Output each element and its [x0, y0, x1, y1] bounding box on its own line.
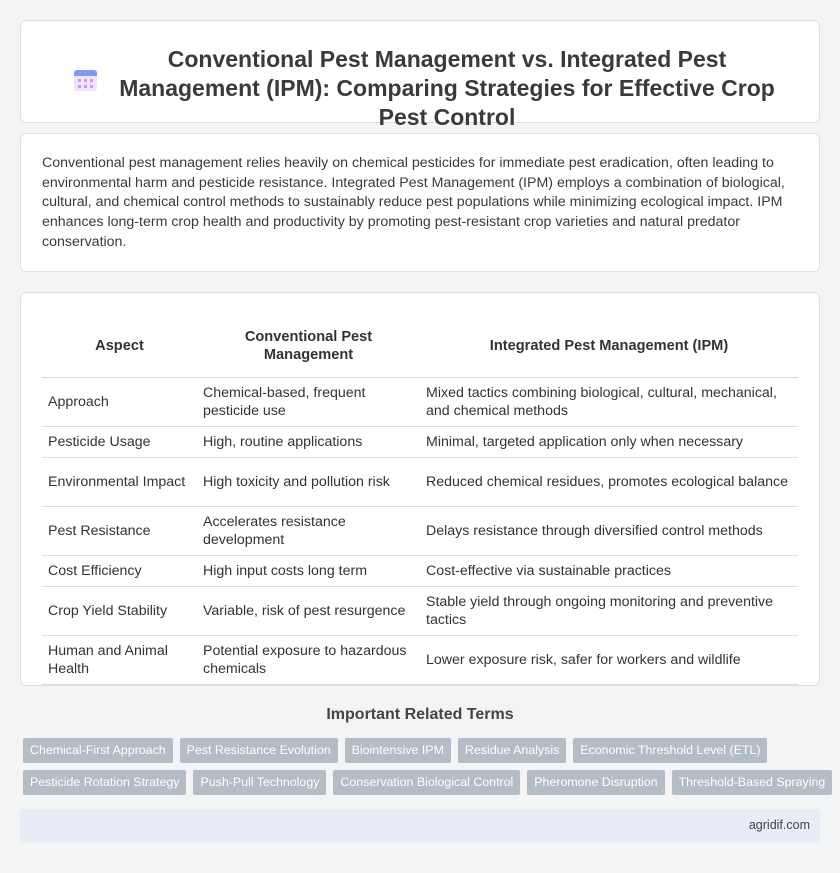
footer-bar [20, 809, 820, 842]
cell-ipm: Delays resistance through diversified control methods [420, 506, 798, 555]
cell-aspect: Environmental Impact [42, 457, 197, 506]
cell-aspect: Approach [42, 377, 197, 426]
related-term-tag[interactable]: Threshold-Based Spraying [672, 770, 833, 795]
related-term-tag[interactable]: Pheromone Disruption [527, 770, 664, 795]
cell-conventional: Variable, risk of pest resurgence [197, 586, 420, 635]
cell-conventional: Potential exposure to hazardous chemicals [197, 635, 420, 684]
comparison-table [42, 315, 798, 685]
calendar-icon [73, 68, 98, 92]
header-aspect: Aspect [42, 315, 197, 377]
cell-aspect: Cost Efficiency [42, 555, 197, 586]
cell-conventional: High, routine applications [197, 426, 420, 457]
table-header-row [42, 315, 798, 377]
related-term-tag[interactable]: Pest Resistance Evolution [180, 738, 338, 763]
intro-card [20, 133, 820, 272]
table-row [42, 457, 798, 506]
related-term-tag[interactable]: Residue Analysis [458, 738, 566, 763]
header-ipm: Integrated Pest Management (IPM) [420, 315, 798, 377]
table-row [42, 377, 798, 426]
table-row [42, 555, 798, 586]
comparison-card [20, 292, 820, 686]
related-term-tag[interactable]: Biointensive IPM [345, 738, 451, 763]
table-row [42, 586, 798, 635]
related-term-tag[interactable]: Pesticide Rotation Strategy [23, 770, 186, 795]
table-row [42, 426, 798, 457]
header-conventional: Conventional Pest Management [197, 315, 420, 377]
related-terms-row-1 [23, 738, 767, 763]
cell-ipm: Lower exposure risk, safer for workers and wildlife [420, 635, 798, 684]
cell-ipm: Mixed tactics combining biological, cultural, mechanical, and chemical methods [420, 377, 798, 426]
related-terms-row-2 [23, 770, 832, 795]
cell-ipm: Minimal, targeted application only when necessary [420, 426, 798, 457]
related-terms-heading: Important Related Terms [326, 706, 514, 723]
related-term-tag[interactable]: Economic Threshold Level (ETL) [573, 738, 767, 763]
cell-aspect: Crop Yield Stability [42, 586, 197, 635]
cell-conventional: High toxicity and pollution risk [197, 457, 420, 506]
cell-aspect: Pesticide Usage [42, 426, 197, 457]
cell-conventional: Chemical-based, frequent pesticide use [197, 377, 420, 426]
cell-aspect: Pest Resistance [42, 506, 197, 555]
cell-ipm: Reduced chemical residues, promotes ecological balance [420, 457, 798, 506]
related-term-tag[interactable]: Push-Pull Technology [193, 770, 326, 795]
related-term-tag[interactable]: Conservation Biological Control [333, 770, 520, 795]
cell-ipm: Stable yield through ongoing monitoring and preventive tactics [420, 586, 798, 635]
related-term-tag[interactable]: Chemical-First Approach [23, 738, 173, 763]
intro-paragraph: Conventional pest management relies heavily on chemical pesticides for immediate pest eradication, often leading to environmental harm and pesticide resistance. Integrated Pest Management (IPM) employs a combination of biological, cultural, and chemical control methods to sustainably reduce pest populations while minimizing ecological impact. IPM enhances long-term crop health and productivity by promoting pest-resistant crop varieties and natural predator conservation. [42, 155, 785, 250]
cell-conventional: High input costs long term [197, 555, 420, 586]
title-card [20, 20, 820, 130]
site-link[interactable]: agridif.com [748, 818, 810, 832]
page-title: Conventional Pest Management vs. Integrated Pest Management (IPM): Comparing Strategies for Effective Crop Pest Control [119, 46, 775, 130]
table-row [42, 635, 798, 684]
cell-ipm: Cost-effective via sustainable practices [420, 555, 798, 586]
cell-aspect: Human and Animal Health [42, 635, 197, 684]
table-row [42, 506, 798, 555]
cell-conventional: Accelerates resistance development [197, 506, 420, 555]
